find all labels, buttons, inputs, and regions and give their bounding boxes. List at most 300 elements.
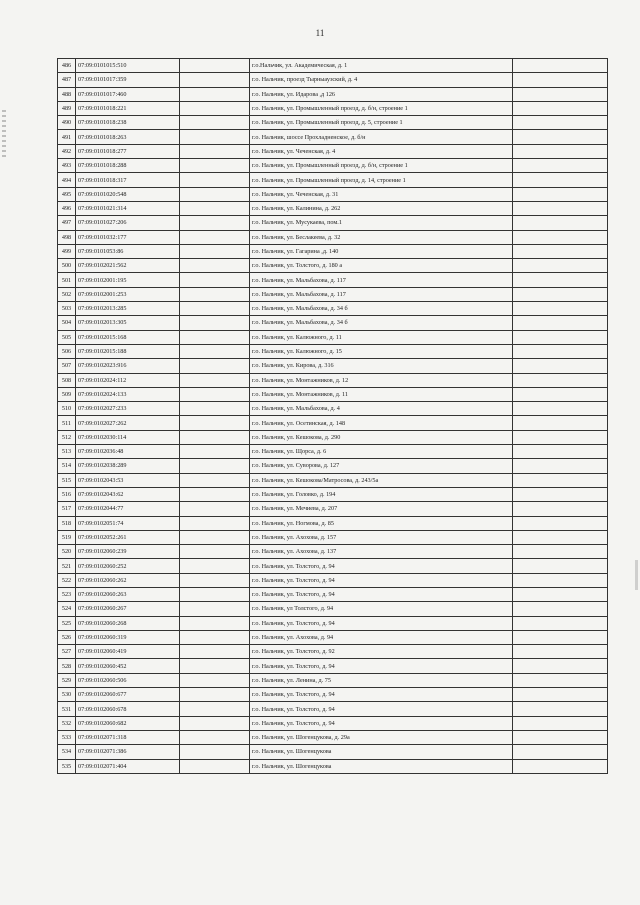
cadastral-number-cell: 07:09:0102015:188: [76, 344, 180, 358]
row-number-cell: 492: [58, 144, 76, 158]
cadastral-number-cell: 07:09:0102024:112: [76, 373, 180, 387]
address-cell: г.о. Нальчик, ул. Толстого, д. 94: [250, 688, 513, 702]
row-number-cell: 509: [58, 387, 76, 401]
cadastral-number-cell: 07:09:0101018:263: [76, 130, 180, 144]
address-cell: г.о. Нальчик, ул. Головко, д. 194: [250, 487, 513, 501]
cadastral-number-cell: 07:09:0102052:261: [76, 530, 180, 544]
empty-cell: [180, 602, 250, 616]
table-row: [58, 445, 608, 459]
empty-cell: [180, 373, 250, 387]
address-cell: г.о. Нальчик, ул. Толстого, д. 94: [250, 587, 513, 601]
cadastral-number-cell: 07:09:0101018:238: [76, 116, 180, 130]
cadastral-number-cell: 07:09:0102044:77: [76, 502, 180, 516]
row-number-cell: 512: [58, 430, 76, 444]
cadastral-number-cell: 07:09:0102060:267: [76, 602, 180, 616]
row-number-cell: 530: [58, 688, 76, 702]
empty-tail-cell: [513, 187, 608, 201]
cadastral-number-cell: 07:09:0102021:562: [76, 259, 180, 273]
address-cell: г.о. Нальчик, ул. Чеченская, д. 4: [250, 144, 513, 158]
table-row: [58, 173, 608, 187]
cadastral-number-cell: 07:09:0102015:168: [76, 330, 180, 344]
address-cell: г.о. Нальчик, ул. Толстого, д. 180 а: [250, 259, 513, 273]
row-number-cell: 511: [58, 416, 76, 430]
table-row: [58, 230, 608, 244]
scan-edge-mark: [2, 110, 6, 160]
table-row: [58, 187, 608, 201]
address-cell: г.о. Нальчик, ул. Мальбахова, д. 34 б: [250, 302, 513, 316]
empty-cell: [180, 287, 250, 301]
cadastral-number-cell: 07:09:0102038:289: [76, 459, 180, 473]
cadastral-number-cell: 07:09:0102060:268: [76, 616, 180, 630]
empty-cell: [180, 745, 250, 759]
empty-cell: [180, 559, 250, 573]
table-row: [58, 302, 608, 316]
empty-tail-cell: [513, 716, 608, 730]
empty-tail-cell: [513, 373, 608, 387]
empty-tail-cell: [513, 130, 608, 144]
table-row: [58, 373, 608, 387]
table-row: [58, 459, 608, 473]
empty-tail-cell: [513, 402, 608, 416]
cadastral-number-cell: 07:09:0102071:386: [76, 745, 180, 759]
address-cell: г.о. Нальчик, ул. Ахохова, д. 94: [250, 630, 513, 644]
address-cell: г.о. Нальчик, ул. Толстого, д. 94: [250, 716, 513, 730]
cadastral-number-cell: 07:09:0102060:677: [76, 688, 180, 702]
empty-tail-cell: [513, 101, 608, 115]
empty-cell: [180, 459, 250, 473]
row-number-cell: 497: [58, 216, 76, 230]
empty-cell: [180, 201, 250, 215]
row-number-cell: 490: [58, 116, 76, 130]
empty-cell: [180, 387, 250, 401]
empty-tail-cell: [513, 216, 608, 230]
empty-cell: [180, 573, 250, 587]
address-cell: г.о. Нальчик, ул. Беслакеева, д. 32: [250, 230, 513, 244]
address-cell: г.о. Нальчик, ул. Шогенцукова: [250, 759, 513, 773]
row-number-cell: 524: [58, 602, 76, 616]
address-cell: г.о. Нальчик, ул. Ахохова, д. 137: [250, 545, 513, 559]
cadastral-number-cell: 07:09:0102060:319: [76, 630, 180, 644]
address-cell: г.о. Нальчик, ул. Мальбахова, д. 4: [250, 402, 513, 416]
table-row: [58, 330, 608, 344]
row-number-cell: 493: [58, 159, 76, 173]
row-number-cell: 526: [58, 630, 76, 644]
table-row: [58, 59, 608, 73]
table-row: [58, 487, 608, 501]
row-number-cell: 522: [58, 573, 76, 587]
row-number-cell: 527: [58, 645, 76, 659]
row-number-cell: 534: [58, 745, 76, 759]
table-row: [58, 559, 608, 573]
address-cell: г.о. Нальчик, ул. Осетинская, д. 148: [250, 416, 513, 430]
row-number-cell: 505: [58, 330, 76, 344]
empty-cell: [180, 230, 250, 244]
address-cell: г.о. Нальчик, ул. Шогенцукова: [250, 745, 513, 759]
row-number-cell: 514: [58, 459, 76, 473]
empty-tail-cell: [513, 659, 608, 673]
empty-tail-cell: [513, 559, 608, 573]
row-number-cell: 500: [58, 259, 76, 273]
empty-tail-cell: [513, 302, 608, 316]
table-row: [58, 130, 608, 144]
row-number-cell: 521: [58, 559, 76, 573]
empty-cell: [180, 716, 250, 730]
empty-tail-cell: [513, 759, 608, 773]
empty-cell: [180, 673, 250, 687]
empty-tail-cell: [513, 173, 608, 187]
empty-tail-cell: [513, 616, 608, 630]
address-cell: г.о.Нальчик, ул. Академическая, д. 1: [250, 59, 513, 73]
empty-tail-cell: [513, 702, 608, 716]
row-number-cell: 486: [58, 59, 76, 73]
cadastral-number-cell: 07:09:0102071:318: [76, 730, 180, 744]
empty-tail-cell: [513, 259, 608, 273]
row-number-cell: 523: [58, 587, 76, 601]
empty-tail-cell: [513, 573, 608, 587]
row-number-cell: 487: [58, 73, 76, 87]
address-cell: г.о. Нальчик, ул Толстого, д. 94: [250, 602, 513, 616]
address-cell: г.о. Нальчик, ул. Промышленный проезд, д. б/н, строение 1: [250, 159, 513, 173]
address-cell: г.о. Нальчик, ул. Кешокова, д. 290: [250, 430, 513, 444]
table-row: [58, 673, 608, 687]
table-row: [58, 416, 608, 430]
empty-tail-cell: [513, 459, 608, 473]
address-cell: г.о. Нальчик, ул. Кешокова/Матросова, д. 243/5а: [250, 473, 513, 487]
empty-cell: [180, 116, 250, 130]
empty-tail-cell: [513, 445, 608, 459]
empty-tail-cell: [513, 745, 608, 759]
address-cell: г.о. Нальчик, ул. Мальбахова, д. 117: [250, 287, 513, 301]
row-number-cell: 516: [58, 487, 76, 501]
table-row: [58, 587, 608, 601]
table-row: [58, 602, 608, 616]
cadastral-number-cell: 07:09:0102023:916: [76, 359, 180, 373]
table-row: [58, 745, 608, 759]
empty-tail-cell: [513, 59, 608, 73]
row-number-cell: 519: [58, 530, 76, 544]
cadastral-number-cell: 07:09:0102027:262: [76, 416, 180, 430]
table-row: [58, 573, 608, 587]
empty-cell: [180, 344, 250, 358]
table-row: [58, 659, 608, 673]
empty-tail-cell: [513, 244, 608, 258]
empty-tail-cell: [513, 688, 608, 702]
address-cell: г.о. Нальчик, шоссе Прохладненское, д. б/н: [250, 130, 513, 144]
table-row: [58, 688, 608, 702]
empty-tail-cell: [513, 316, 608, 330]
empty-cell: [180, 87, 250, 101]
address-cell: г.о. Нальчик, ул. Мальбахова, д. 34 б: [250, 316, 513, 330]
table-row: [58, 387, 608, 401]
row-number-cell: 506: [58, 344, 76, 358]
row-number-cell: 508: [58, 373, 76, 387]
empty-cell: [180, 545, 250, 559]
row-number-cell: 517: [58, 502, 76, 516]
cadastral-number-cell: 07:09:0102036:48: [76, 445, 180, 459]
address-cell: г.о. Нальчик, ул. Калинина, д. 262: [250, 201, 513, 215]
row-number-cell: 532: [58, 716, 76, 730]
row-number-cell: 507: [58, 359, 76, 373]
row-number-cell: 528: [58, 659, 76, 673]
empty-tail-cell: [513, 359, 608, 373]
empty-cell: [180, 302, 250, 316]
property-register-table: [57, 58, 608, 774]
empty-cell: [180, 487, 250, 501]
cadastral-number-cell: 07:09:0101018:317: [76, 173, 180, 187]
table-row: [58, 473, 608, 487]
table-row: [58, 259, 608, 273]
table-row: [58, 702, 608, 716]
empty-cell: [180, 330, 250, 344]
empty-tail-cell: [513, 387, 608, 401]
empty-cell: [180, 73, 250, 87]
address-cell: г.о. Нальчик, ул. Толстого, д. 94: [250, 616, 513, 630]
table-row: [58, 516, 608, 530]
cadastral-number-cell: 07:09:0101018:277: [76, 144, 180, 158]
empty-tail-cell: [513, 730, 608, 744]
row-number-cell: 533: [58, 730, 76, 744]
scan-edge-mark-right: [635, 560, 638, 590]
cadastral-number-cell: 07:09:0102060:419: [76, 645, 180, 659]
row-number-cell: 495: [58, 187, 76, 201]
cadastral-number-cell: 07:09:0102060:678: [76, 702, 180, 716]
cadastral-number-cell: 07:09:0102060:452: [76, 659, 180, 673]
page-number: 11: [315, 28, 325, 38]
table-row: [58, 402, 608, 416]
row-number-cell: 496: [58, 201, 76, 215]
empty-cell: [180, 244, 250, 258]
table-row: [58, 759, 608, 773]
empty-tail-cell: [513, 487, 608, 501]
empty-tail-cell: [513, 516, 608, 530]
empty-cell: [180, 659, 250, 673]
address-cell: г.о. Нальчик, ул. Шогенцукова, д. 29а: [250, 730, 513, 744]
address-cell: г.о. Нальчик, ул. Толстого, д. 94: [250, 573, 513, 587]
row-number-cell: 491: [58, 130, 76, 144]
table-row: [58, 645, 608, 659]
empty-tail-cell: [513, 545, 608, 559]
row-number-cell: 525: [58, 616, 76, 630]
cadastral-number-cell: 07:09:0102024:133: [76, 387, 180, 401]
empty-cell: [180, 173, 250, 187]
address-cell: г.о. Нальчик, ул. Ахохова, д. 157: [250, 530, 513, 544]
row-number-cell: 515: [58, 473, 76, 487]
table-row: [58, 616, 608, 630]
empty-cell: [180, 759, 250, 773]
row-number-cell: 535: [58, 759, 76, 773]
address-cell: г.о. Нальчик, ул. Монтажников, д. 11: [250, 387, 513, 401]
empty-tail-cell: [513, 645, 608, 659]
empty-tail-cell: [513, 502, 608, 516]
cadastral-number-cell: 07:09:0102013:285: [76, 302, 180, 316]
row-number-cell: 502: [58, 287, 76, 301]
empty-cell: [180, 630, 250, 644]
address-cell: г.о. Нальчик, ул. Промышленный проезд, д. 5, строение 1: [250, 116, 513, 130]
row-number-cell: 513: [58, 445, 76, 459]
empty-cell: [180, 144, 250, 158]
empty-cell: [180, 187, 250, 201]
empty-tail-cell: [513, 201, 608, 215]
row-number-cell: 498: [58, 230, 76, 244]
address-cell: г.о. Нальчик, ул. Кирова, д. 316: [250, 359, 513, 373]
empty-tail-cell: [513, 87, 608, 101]
cadastral-number-cell: 07:09:0102001:253: [76, 287, 180, 301]
cadastral-number-cell: 07:09:0102043:53: [76, 473, 180, 487]
cadastral-number-cell: 07:09:0101021:314: [76, 201, 180, 215]
table-row: [58, 216, 608, 230]
address-cell: г.о. Нальчик, ул. Толстого, д. 94: [250, 559, 513, 573]
row-number-cell: 520: [58, 545, 76, 559]
empty-tail-cell: [513, 673, 608, 687]
table-row: [58, 116, 608, 130]
cadastral-number-cell: 07:09:0101020:548: [76, 187, 180, 201]
empty-cell: [180, 316, 250, 330]
empty-cell: [180, 645, 250, 659]
table-row: [58, 359, 608, 373]
row-number-cell: 510: [58, 402, 76, 416]
empty-tail-cell: [513, 116, 608, 130]
empty-cell: [180, 101, 250, 115]
table-row: [58, 101, 608, 115]
empty-tail-cell: [513, 344, 608, 358]
cadastral-number-cell: 07:09:0102027:233: [76, 402, 180, 416]
empty-cell: [180, 702, 250, 716]
address-cell: г.о. Нальчик, ул. Чеченская, д. 31: [250, 187, 513, 201]
cadastral-number-cell: 07:09:0102043:62: [76, 487, 180, 501]
row-number-cell: 489: [58, 101, 76, 115]
empty-cell: [180, 59, 250, 73]
address-cell: г.о. Нальчик, ул. Ленина, д. 75: [250, 673, 513, 687]
empty-tail-cell: [513, 587, 608, 601]
cadastral-number-cell: 07:09:0102060:682: [76, 716, 180, 730]
empty-cell: [180, 402, 250, 416]
table-row: [58, 144, 608, 158]
empty-tail-cell: [513, 159, 608, 173]
cadastral-number-cell: 07:09:0102060:262: [76, 573, 180, 587]
empty-cell: [180, 445, 250, 459]
empty-cell: [180, 730, 250, 744]
empty-tail-cell: [513, 73, 608, 87]
cadastral-number-cell: 07:09:0101017:460: [76, 87, 180, 101]
empty-cell: [180, 502, 250, 516]
table-row: [58, 273, 608, 287]
empty-tail-cell: [513, 530, 608, 544]
address-cell: г.о. Нальчик, ул. Толстого, д. 92: [250, 645, 513, 659]
row-number-cell: 518: [58, 516, 76, 530]
cadastral-number-cell: 07:09:0102060:263: [76, 587, 180, 601]
row-number-cell: 494: [58, 173, 76, 187]
address-cell: г.о. Нальчик, ул. Промышленный проезд, д. 14, строение 1: [250, 173, 513, 187]
empty-tail-cell: [513, 473, 608, 487]
table-row: [58, 430, 608, 444]
table-row: [58, 344, 608, 358]
empty-tail-cell: [513, 430, 608, 444]
address-cell: г.о. Нальчик, ул. Мальбахова, д. 117: [250, 273, 513, 287]
cadastral-number-cell: 07:09:0102060:252: [76, 559, 180, 573]
row-number-cell: 503: [58, 302, 76, 316]
row-number-cell: 529: [58, 673, 76, 687]
empty-tail-cell: [513, 602, 608, 616]
table-row: [58, 716, 608, 730]
empty-cell: [180, 587, 250, 601]
address-cell: г.о. Нальчик, ул. Монтажников, д. 12: [250, 373, 513, 387]
cadastral-number-cell: 07:09:0101032:177: [76, 230, 180, 244]
address-cell: г.о. Нальчик, ул. Ногмова, д. 85: [250, 516, 513, 530]
address-cell: г.о. Нальчик, проезд Тырныаузский, д. 4: [250, 73, 513, 87]
cadastral-number-cell: 07:09:0101018:221: [76, 101, 180, 115]
empty-cell: [180, 273, 250, 287]
empty-cell: [180, 130, 250, 144]
address-cell: г.о. Нальчик, ул. Идарова ,д 126: [250, 87, 513, 101]
row-number-cell: 499: [58, 244, 76, 258]
empty-tail-cell: [513, 630, 608, 644]
cadastral-number-cell: 07:09:0102060:506: [76, 673, 180, 687]
cadastral-number-cell: 07:09:0101015:510: [76, 59, 180, 73]
address-cell: г.о. Нальчик, ул. Калюжного, д. 15: [250, 344, 513, 358]
empty-tail-cell: [513, 144, 608, 158]
cadastral-number-cell: 07:09:0101027:206: [76, 216, 180, 230]
empty-cell: [180, 530, 250, 544]
table-row: [58, 316, 608, 330]
row-number-cell: 488: [58, 87, 76, 101]
table-row: [58, 630, 608, 644]
empty-cell: [180, 688, 250, 702]
table-row: [58, 159, 608, 173]
address-cell: г.о. Нальчик, ул. Толстого, д. 94: [250, 659, 513, 673]
row-number-cell: 531: [58, 702, 76, 716]
empty-cell: [180, 473, 250, 487]
empty-tail-cell: [513, 416, 608, 430]
cadastral-number-cell: 07:09:0102030:114: [76, 430, 180, 444]
empty-cell: [180, 216, 250, 230]
address-cell: г.о. Нальчик, ул. Мусукаева, пом.1: [250, 216, 513, 230]
table-row: [58, 545, 608, 559]
address-cell: г.о. Нальчик, ул. Щорса, д. 6: [250, 445, 513, 459]
empty-cell: [180, 416, 250, 430]
empty-cell: [180, 259, 250, 273]
cadastral-number-cell: 07:09:0101017:359: [76, 73, 180, 87]
address-cell: г.о. Нальчик, ул. Калюжного, д. 11: [250, 330, 513, 344]
empty-cell: [180, 430, 250, 444]
address-cell: г.о. Нальчик, ул. Гагарина ,д. 140: [250, 244, 513, 258]
table-row: [58, 87, 608, 101]
table-row: [58, 730, 608, 744]
empty-cell: [180, 516, 250, 530]
address-cell: г.о. Нальчик, ул. Мечиева, д. 207: [250, 502, 513, 516]
table-row: [58, 73, 608, 87]
empty-cell: [180, 616, 250, 630]
address-cell: г.о. Нальчик, ул. Промышленный проезд, д. б/н, строение 1: [250, 101, 513, 115]
table-row: [58, 201, 608, 215]
table-row: [58, 244, 608, 258]
cadastral-number-cell: 07:09:0102013:305: [76, 316, 180, 330]
cadastral-number-cell: 07:09:0101018:288: [76, 159, 180, 173]
cadastral-number-cell: 07:09:0102001:195: [76, 273, 180, 287]
row-number-cell: 501: [58, 273, 76, 287]
cadastral-number-cell: 07:09:0102071:404: [76, 759, 180, 773]
table-row: [58, 502, 608, 516]
table-row: [58, 530, 608, 544]
cadastral-number-cell: 07:09:0102051:74: [76, 516, 180, 530]
address-cell: г.о. Нальчик, ул. Суворова, д. 127: [250, 459, 513, 473]
empty-cell: [180, 359, 250, 373]
row-number-cell: 504: [58, 316, 76, 330]
address-cell: г.о. Нальчик, ул. Толстого, д. 94: [250, 702, 513, 716]
empty-tail-cell: [513, 330, 608, 344]
table-body: [58, 59, 608, 774]
empty-tail-cell: [513, 273, 608, 287]
empty-tail-cell: [513, 287, 608, 301]
